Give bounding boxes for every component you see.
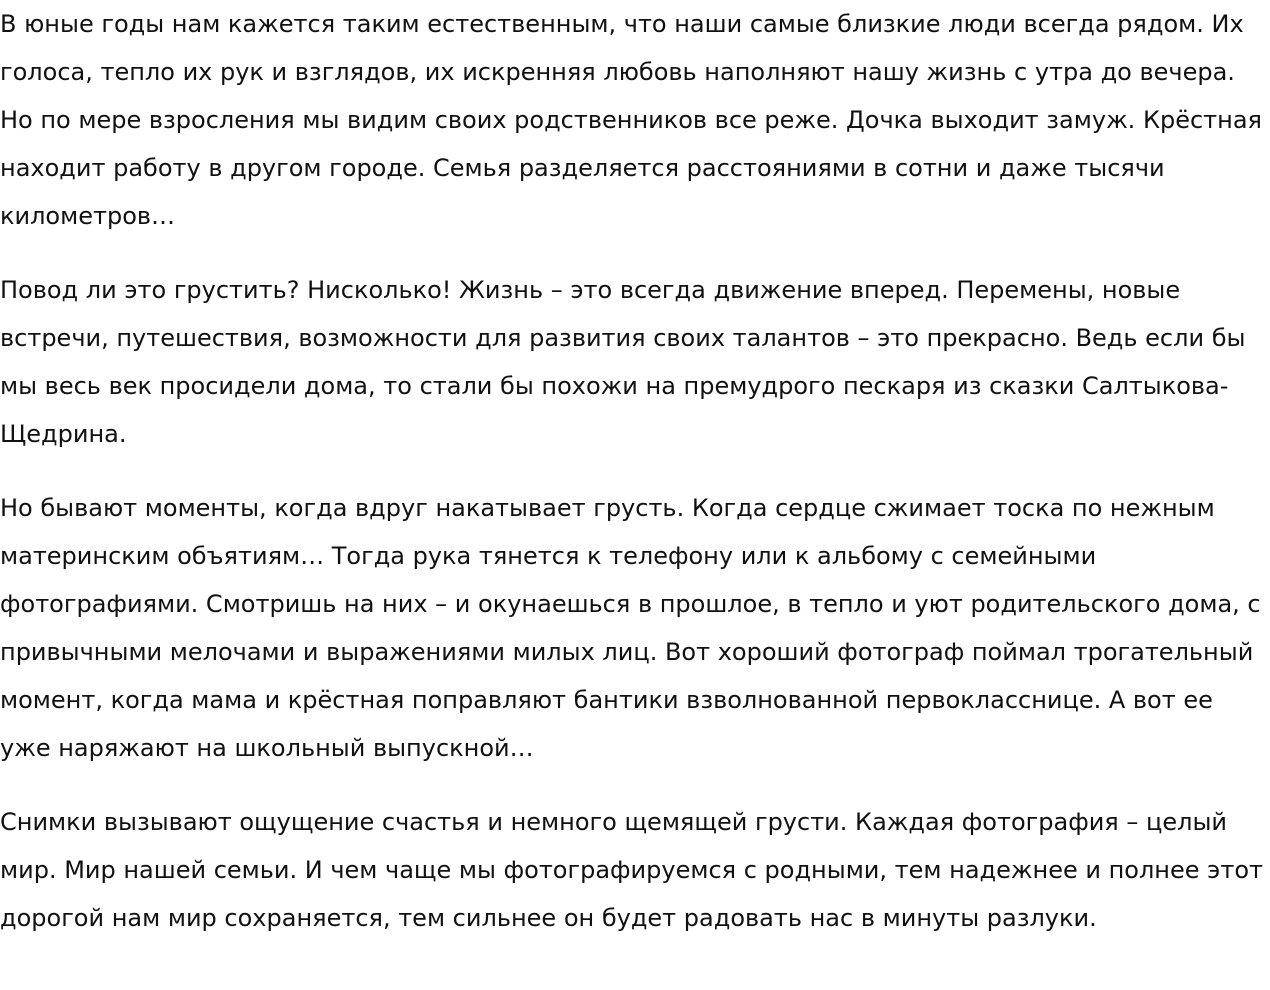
paragraph-2: Повод ли это грустить? Нисколько! Жизнь – это всегда движение вперед. Перемены, новые встречи, путешествия, возможности для развития своих талантов – это прекрасно. Ведь если бы мы весь век просидели дома, то стали бы похожи на премудрого пескаря из сказки Салтыкова-Щедрина. [0,276,1246,448]
paragraph-4: Снимки вызывают ощущение счастья и немного щемящей грусти. Каждая фотография – целый мир. Мир нашей семьи. И чем чаще мы фотографируемся с родными, тем надежнее и полнее этот дорогой нам мир сохраняется, тем сильнее он будет радовать нас в минуты разлуки. [0,808,1263,932]
paragraph-1: В юные годы нам кажется таким естественным, что наши самые близкие люди всегда рядом. Их голоса, тепло их рук и взглядов, их искренняя любовь наполняют нашу жизнь с утра до вечера. Но по мере взросления мы видим своих родственников все реже. Дочка выходит замуж. Крёстная находит работу в другом городе. Семья разделяется расстояниями в сотни и даже тысячи километров… [0,10,1262,230]
paragraph-3: Но бывают моменты, когда вдруг накатывает грусть. Когда сердце сжимает тоска по нежным материнским объятиям… Тогда рука тянется к телефону или к альбому с семейными фотографиями. Смотришь на них – и окунаешься в прошлое, в тепло и уют родительского дома, с привычными мелочами и выражениями милых лиц. Вот хороший фотограф поймал трогательный момент, когда мама и крёстная поправляют бантики взволнованной первокласснице. А вот ее уже наряжают на школьный выпускной… [0,494,1261,762]
